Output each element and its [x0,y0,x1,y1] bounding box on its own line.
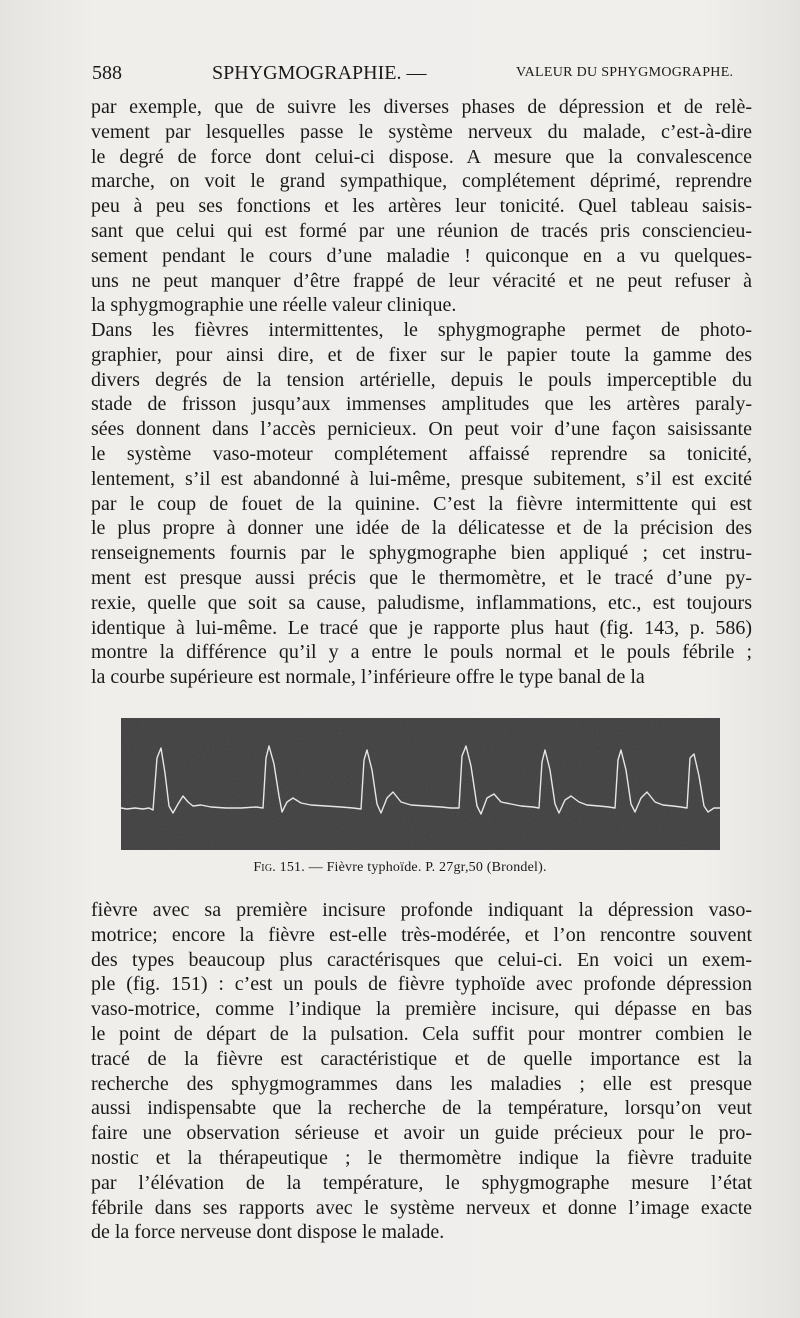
text-line: vaso-motrice, comme l’indique la première incisure, qui dépasse en bas [91,998,752,1021]
text-line: uns ne peut manquer d’être frappé de leur véracité et ne peut refuser à [91,269,752,292]
section-title-text: SPHYGMOGRAPHIE. [212,62,402,84]
text-line: motrice; encore la fièvre est-elle très-modérée, et l’on rencontre souvent [91,923,752,946]
text-line: fièvre avec sa première incisure profonde indiquant la dépression vaso- [91,899,752,921]
figure-caption [0,860,800,876]
text-line: divers degrés de la tension artérielle, depuis le pouls imperceptible du [91,368,752,391]
text-line: recherche des sphygmogrammes dans les maladies ; elle est presque [91,1072,752,1095]
text-line: la sphygmographie une réelle valeur clinique. [91,294,457,317]
header-separator: — [406,62,427,84]
text-line: par le coup de fouet de la quinine. C’est la fièvre intermittente qui est [91,492,752,515]
subsection-title: VALEUR DU SPHYGMOGRAPHE. [516,65,734,80]
text-line: graphier, pour ainsi dire, et de fixer sur le papier toute la gamme des [91,343,752,366]
text-line: par exemple, que de suivre les diverses phases de dépression et de relè- [91,96,752,118]
text-line: stade de frisson jusqu’aux immenses amplitudes que les artères paraly- [91,393,752,416]
text-line: sées donnent dans l’accès pernicieux. On peut voir d’une façon saisissante [91,418,752,441]
figure-grain [121,718,720,850]
text-line: ment est presque aussi précis que le thermomètre, et le tracé d’une py- [91,566,752,589]
running-head [92,62,752,88]
text-line: le point de départ de la pulsation. Cela suffit pour montrer combien le [91,1022,752,1045]
text-line: fébrile dans ses rapports avec le système nerveux et donne l’image exacte [91,1196,752,1219]
text-line: la courbe supérieure est normale, l’inférieure offre le type banal de la [91,666,645,689]
paragraph-3 [91,898,752,1245]
text-line: le plus propre à donner une idée de la délicatesse et de la précision des [91,517,752,540]
text-line: le degré de force dont celui-ci dispose. A mesure que la convalescence [91,145,752,168]
text-line: faire une observation sérieuse et avoir un guide précieux pour le pro- [91,1122,752,1145]
paragraph-1 [91,95,752,318]
text-line: Dans les fièvres intermittentes, le sphygmographe permet de photo- [91,319,752,341]
text-line: sant que celui qui est formé par une réunion de tracés pris consciencieu- [91,219,752,242]
text-line: lentement, s’il est abandonné à lui-même, presque subitement, s’il est excité [91,467,752,490]
pulse-trace-image [121,718,720,850]
text-line: identique à lui-même. Le tracé que je rapporte plus haut (fig. 143, p. 586) [91,616,752,639]
text-line: aussi indispensabte que la recherche de la température, lorsqu’on veut [91,1097,752,1120]
text-line: marche, on voit le grand sympathique, complétement déprimé, reprendre [91,170,752,193]
caption-text: Fièvre typhoïde. P. 27gr,50 (Brondel). [326,860,547,875]
text-line: le système vaso-moteur complétement affaissé reprendre sa tonicité, [91,442,752,465]
text-line: de la force nerveuse dont dispose le malade. [91,1221,445,1244]
text-line: tracé de la fièvre est caractéristique et de quelle importance est la [91,1047,752,1070]
sphygmogram-figure [121,718,720,850]
text-line: montre la différence qu’il y a entre le pouls normal et le pouls fébrile ; [91,641,752,664]
text-line: ple (fig. 151) : c’est un pouls de fièvre typhoïde avec profonde dépression [91,973,752,996]
text-line: renseignements fournis par le sphygmographe bien appliqué ; cet instru- [91,542,752,565]
figure-label: Fig. 151. [253,860,305,875]
paragraph-2 [91,318,752,690]
text-line: vement par lesquelles passe le système nerveux du malade, c’est-à-dire [91,120,752,143]
text-line: par l’élévation de la température, le sphygmographe mesure l’état [91,1171,752,1194]
text-line: nostic et la thérapeutique ; le thermomètre indique la fièvre traduite [91,1146,752,1169]
text-line: des types beaucoup plus caractérisques que celui-ci. En voici un exem- [91,948,752,971]
caption-separator: — [308,860,323,875]
text-line: peu à peu ses fonctions et les artères leur tonicité. Quel tableau saisis- [91,195,752,218]
text-line: sement pendant le cours d’une maladie ! quiconque en a vu quelques- [91,244,752,267]
section-title [212,62,426,85]
text-line: rexie, quelle que soit sa cause, paludisme, inflammations, etc., est toujours [91,591,752,614]
page-number: 588 [92,62,122,84]
